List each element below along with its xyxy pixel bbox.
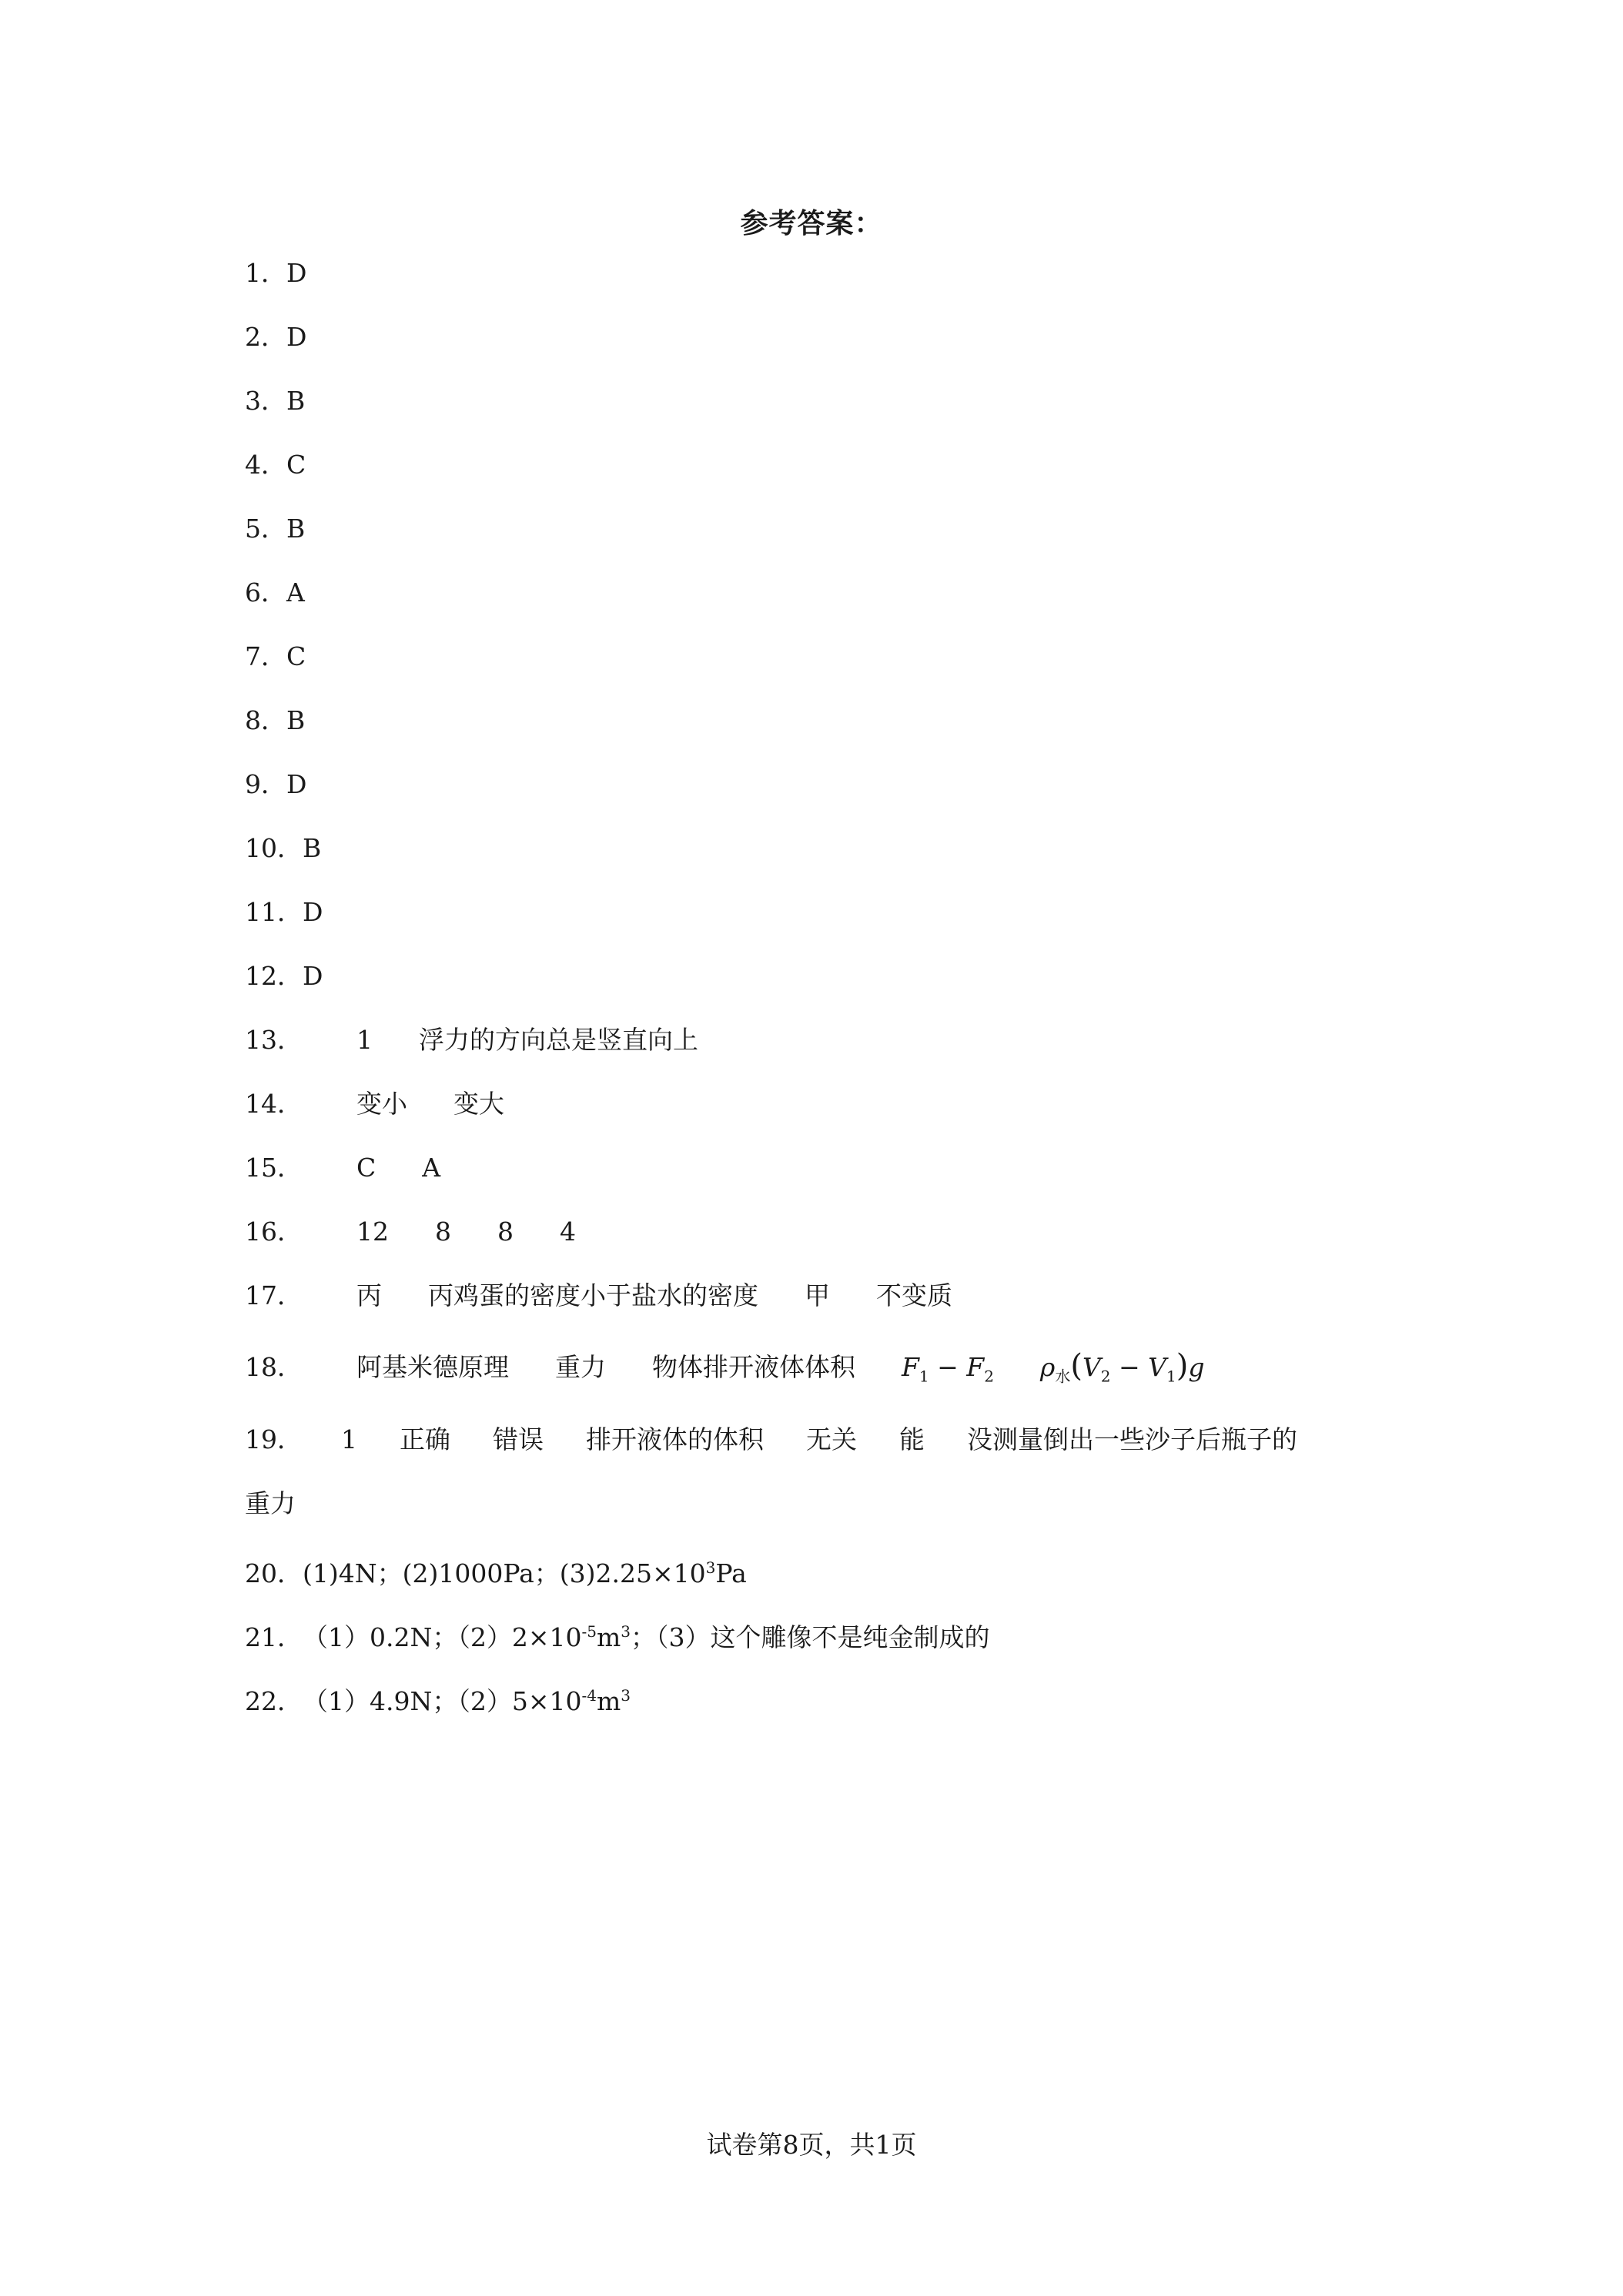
answer-row [245,1021,698,1059]
answer-row [245,1676,631,1715]
answer-row [245,638,306,676]
question-number: 20． [245,1558,303,1588]
answer-blank: 1 [356,1025,373,1055]
question-number: 11． [245,897,303,927]
answer-row [245,893,323,932]
answer-value: A [286,577,305,607]
question-number: 7． [245,641,286,671]
answer-text: ；（3）这个雕像不是纯金制成的 [631,1622,990,1652]
answer-blank: C [356,1153,376,1183]
formula-var: V [1082,1352,1101,1382]
formula-buoyancy [1040,1347,1205,1396]
answer-unit: m [596,1686,621,1716]
answer-blank: A [422,1153,441,1183]
answer-value: B [286,705,306,735]
answer-row [245,254,306,293]
answer-blank: 错误 [493,1424,544,1454]
answer-blank: 4 [560,1217,576,1247]
answer-row [245,829,321,868]
answer-blank: 丙鸡蛋的密度小于盐水的密度 [428,1280,758,1310]
question-number: 4． [245,450,286,480]
answer-row [245,1213,576,1251]
answer-value: C [286,450,306,480]
formula-sub: 1 [1166,1367,1176,1386]
answer-text: （1）4.9N；（2）5×10 [303,1686,582,1716]
question-number: 22． [245,1686,303,1716]
question-number: 19． [245,1424,303,1454]
question-number: 16． [245,1217,303,1247]
answer-row [245,1149,440,1187]
question-number: 3． [245,386,286,416]
answer-row [245,1548,747,1587]
question-number: 10． [245,833,303,863]
question-number: 5． [245,514,286,544]
answer-blank: 能 [899,1424,925,1454]
answer-value: D [286,322,307,352]
formula-var: V [1148,1352,1166,1382]
answer-value: C [286,641,306,671]
answer-exponent: 3 [621,1622,631,1641]
answer-row [245,1347,1204,1385]
answer-row [245,574,305,612]
formula-paren: ( [1070,1348,1083,1384]
answer-blank: 重力 [555,1352,606,1382]
page-title: 参考答案： [740,207,883,239]
page-footer: 试卷第8页，共1页 [706,2130,917,2160]
question-number: 6． [245,577,286,607]
question-number: 2． [245,322,286,352]
answer-row [245,446,306,484]
answer-blank: 正确 [400,1424,450,1454]
answer-exponent: 3 [621,1686,631,1705]
question-number: 17． [245,1280,303,1310]
answer-unit: m [596,1622,621,1652]
formula-sub: 水 [1055,1367,1071,1386]
answer-blank: 没测量倒出一些沙子后瓶子的 [967,1424,1297,1454]
question-number: 18． [245,1352,303,1382]
answer-value: 2.25×10 [595,1558,706,1588]
answer-blank: 丙 [356,1280,382,1310]
answer-value: B [286,514,306,544]
answer-blank: 物体排开液体体积 [652,1352,855,1382]
answer-blank: 8 [497,1217,514,1247]
answer-blank: 无关 [806,1424,857,1454]
formula-var: g [1188,1352,1205,1382]
question-number: 1． [245,258,286,288]
question-number: 8． [245,705,286,735]
answer-text: (1)4N；(2)1000Pa；(3) [303,1558,596,1588]
answer-blank: 浮力的方向总是竖直向上 [419,1025,698,1055]
formula-f1-minus-f2 [902,1348,994,1396]
question-number: 9． [245,769,286,799]
answer-blank: 甲 [805,1280,830,1310]
question-number: 21． [245,1622,303,1652]
question-number: 15． [245,1153,303,1183]
answer-value: D [286,258,307,288]
answer-row [245,765,306,804]
answer-row [245,382,305,420]
formula-op: − [1110,1352,1149,1382]
answer-value: D [303,961,323,991]
answer-value: D [286,769,307,799]
answer-value: B [303,833,322,863]
answer-continuation: 重力 [245,1488,296,1518]
formula-var: ρ [1039,1352,1056,1382]
answer-blank: 变小 [356,1089,407,1119]
answer-blank: 排开液体的体积 [586,1424,764,1454]
answer-value: D [303,897,323,927]
answer-blank: 阿基米德原理 [356,1352,509,1382]
formula-var: F [966,1352,985,1382]
answer-row [245,510,305,548]
question-number: 13． [245,1025,303,1055]
formula-op: − [929,1352,967,1382]
formula-var: F [902,1352,919,1382]
answer-blank: 8 [435,1217,451,1247]
answer-exponent: 3 [705,1558,716,1577]
answer-unit: Pa [715,1558,747,1588]
answer-row [245,957,323,996]
answer-blank: 不变质 [876,1280,952,1310]
formula-paren: ) [1176,1348,1189,1384]
answer-row [245,318,306,356]
question-number: 14． [245,1089,303,1119]
answer-exponent: -5 [581,1622,597,1641]
answer-row [245,1612,990,1651]
answer-exponent: -4 [581,1686,597,1705]
answer-row [245,1277,952,1315]
formula-sub: 2 [984,1367,994,1386]
formula-sub: 2 [1100,1367,1111,1386]
answer-blank: 1 [341,1424,357,1454]
question-number: 12． [245,961,303,991]
answer-blank: 12 [356,1217,389,1247]
answer-row [245,701,305,740]
formula-sub: 1 [919,1367,929,1386]
answer-row [245,1421,1297,1459]
answer-text: （1）0.2N；（2）2×10 [303,1622,582,1652]
answer-blank: 变大 [453,1089,504,1119]
answer-value: B [286,386,306,416]
answer-row [245,1085,504,1123]
